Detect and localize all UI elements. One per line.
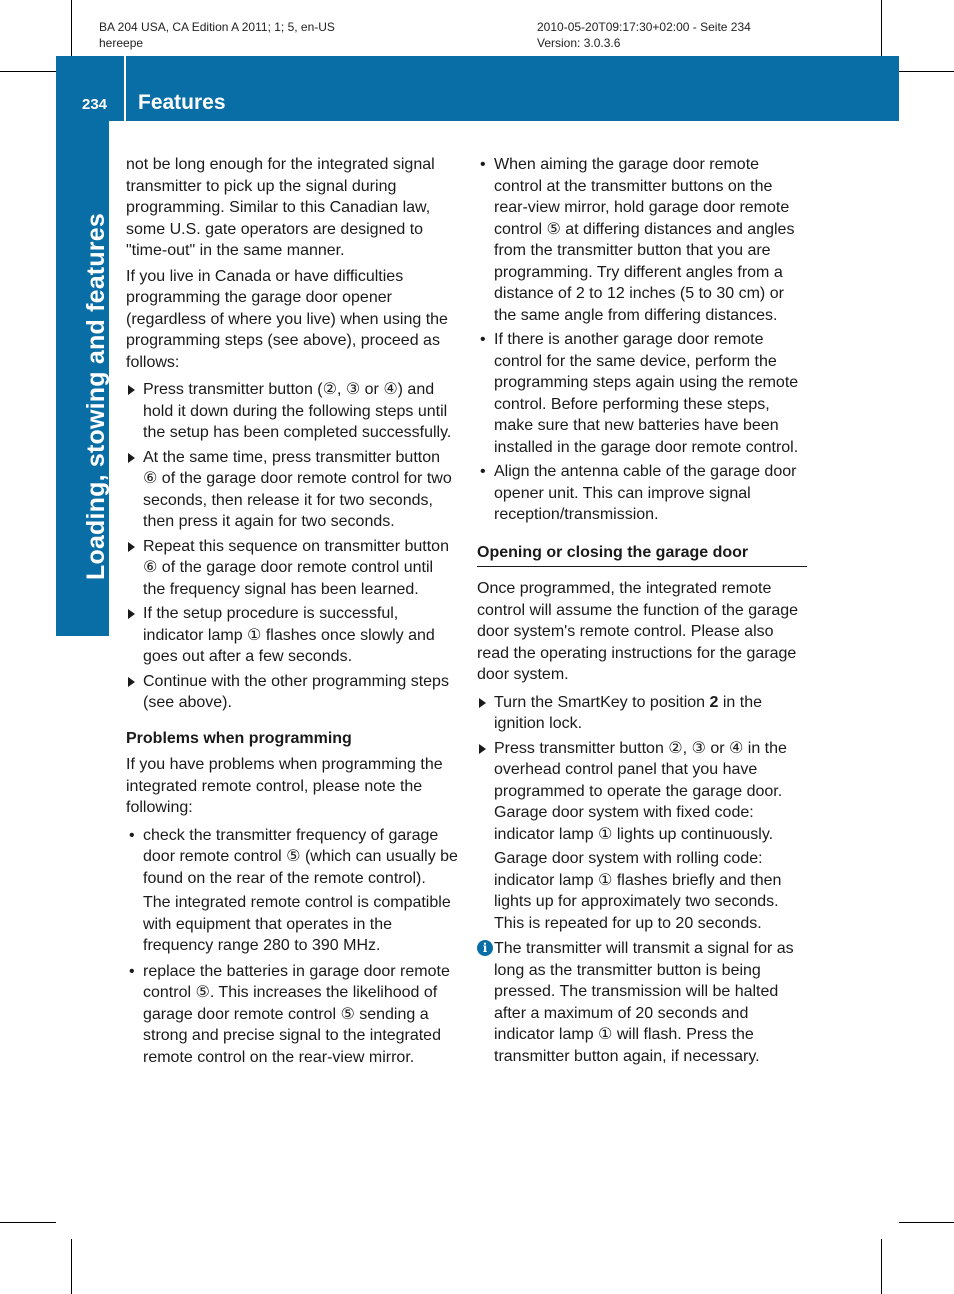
instruction-step: If the setup procedure is successful, indicator lamp ① flashes once slowly and goes out after a few seconds. (126, 603, 458, 668)
instruction-step: Continue with the other programming steps (see above). (126, 671, 458, 714)
bullet-item: • check the transmitter frequency of garage door remote control ⑤ (which can usually be found on the rear of the remote control). (126, 825, 458, 890)
meta-timestamp: 2010-05-20T09:17:30+02:00 - Seite 234 (537, 20, 751, 34)
instruction-step: Repeat this sequence on transmitter button ⑥ of the garage door remote control until the frequency signal has been learned. (126, 536, 458, 601)
meta-edition: BA 204 USA, CA Edition A 2011; 1; 5, en-US (99, 20, 335, 34)
right-column (477, 154, 809, 1067)
paragraph: not be long enough for the integrated signal transmitter to pick up the signal during programming. Similar to this Canadian law, some U.S. gate operators are designed to "time-out" in the same manner. (126, 156, 435, 259)
crop-mark (0, 1222, 56, 1223)
meta-author: hereepe (99, 36, 144, 50)
instruction-step: At the same time, press transmitter button ⑥ of the garage door remote control for two seconds, then release it for two seconds, then press it again for two seconds. (126, 447, 458, 533)
bullet-note: The integrated remote control is compatible with equipment that operates in the frequency range 280 to 390 MHz. (143, 894, 451, 954)
print-meta-right (537, 19, 751, 51)
info-icon: i (477, 940, 493, 956)
chapter-side-tab-label: Loading, stowing and features (82, 213, 110, 580)
section-title: Features (138, 91, 226, 114)
print-meta-left (99, 19, 335, 51)
subheading: Problems when programming (126, 729, 352, 747)
crop-mark (71, 1239, 72, 1294)
subheading: Opening or closing the garage door (477, 542, 807, 568)
bullet-item: • Align the antenna cable of the garage door opener unit. This can improve signal reception/transmission. (477, 461, 809, 526)
paragraph: Once programmed, the integrated remote control will assume the function of the garage door system's remote control. Please also read the operating instructions for the garage door system. (477, 580, 799, 683)
crop-mark (71, 0, 72, 56)
step-text: in the ignition lock. (494, 693, 763, 732)
info-note (477, 938, 809, 1067)
instruction-step: Press transmitter button ②, ③ or ④ in the overhead control panel that you have programmed to operate the garage door. Garage door system with fixed code: indicator lamp ① lights up continuously. (477, 738, 809, 846)
info-text: The transmitter will transmit a signal for as long as the transmitter button is being pressed. The transmission will be halted after a maximum of 20 seconds and indicator lamp ① will flash. Press the transmitter button again, if necessary. (494, 940, 794, 1065)
bullet-item: • When aiming the garage door remote control at the transmitter buttons on the rear-view mirror, hold garage door remote control ⑤ at differing distances and angles from the transmitter button that you are programming. Try different angles from a distance of 2 to 12 inches (5 to 30 cm) or the same angle from differing distances. (477, 154, 809, 326)
crop-mark (899, 1222, 954, 1223)
crop-mark (0, 71, 56, 72)
left-column (126, 154, 458, 1071)
paragraph: If you have problems when programming the integrated remote control, please note the following: (126, 756, 443, 816)
meta-version: Version: 3.0.3.6 (537, 36, 621, 50)
step-note: Garage door system with rolling code: indicator lamp ① flashes briefly and then lights up for approximately two seconds. This is repeated for up to 20 seconds. (494, 850, 782, 932)
page-number: 234 (82, 96, 108, 113)
crop-mark (881, 1239, 882, 1294)
instruction-step: Press transmitter button (②, ③ or ④) and hold it down during the following steps until the setup has been completed successfully. (126, 379, 458, 444)
step-text: Turn the SmartKey to position (494, 693, 710, 711)
bullet-item: • If there is another garage door remote control for the same device, perform the programming steps again using the remote control. Before performing these steps, make sure that new batteries have been installed in the garage door remote control. (477, 329, 809, 458)
paragraph: If you live in Canada or have difficulties programming the garage door opener (regardless of where you live) when using the programming steps (see above), proceed as follows: (126, 267, 448, 371)
bullet-item: • replace the batteries in garage door remote control ⑤. This increases the likelihood of garage door remote control ⑤ sending a strong and precise signal to the integrated remote control on the rear-view mirror. (126, 961, 458, 1069)
crop-mark (899, 71, 954, 72)
position-number: 2 (709, 693, 719, 711)
crop-mark (881, 0, 882, 56)
header-divider (124, 56, 126, 121)
instruction-step (477, 692, 809, 735)
